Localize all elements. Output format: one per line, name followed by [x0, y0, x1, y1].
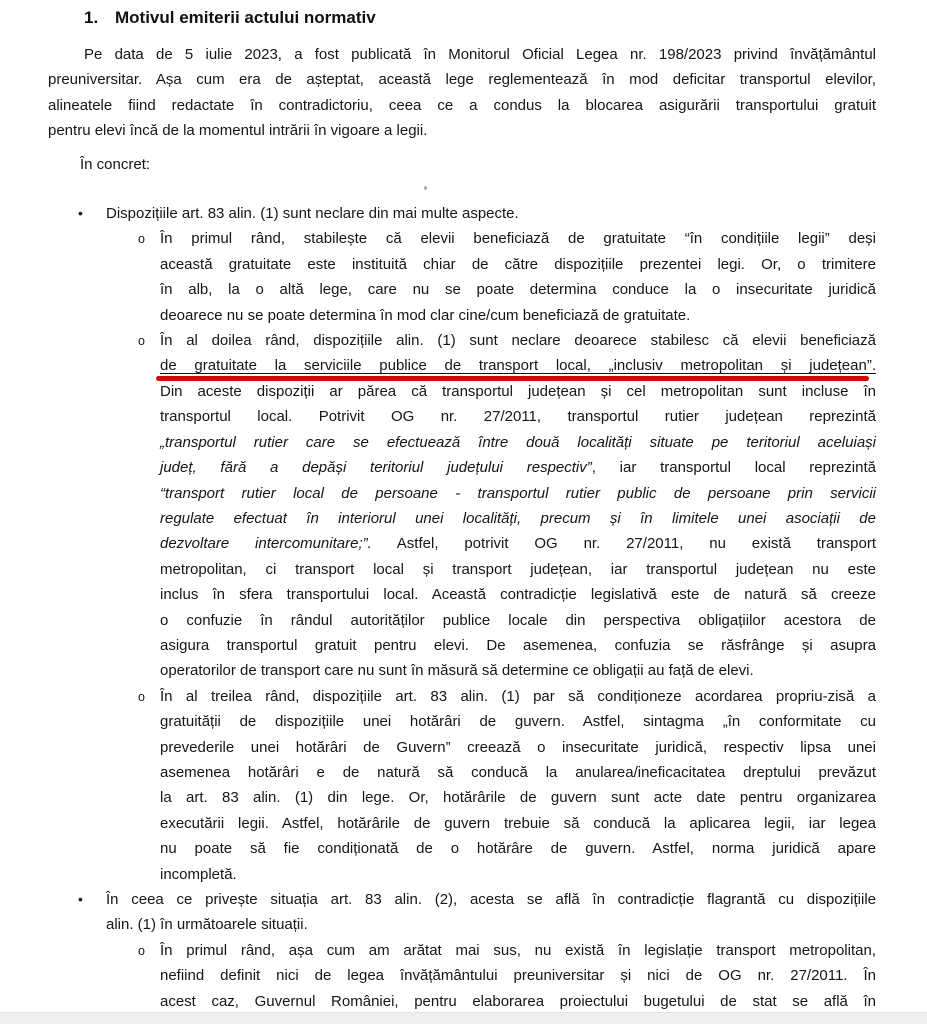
text-line — [48, 93, 876, 118]
bullet-item — [48, 201, 876, 226]
text-segment: În primul rând, așa cum am arătat mai sus, nu există în legislație transport metropolitan, — [160, 941, 876, 959]
text-line — [160, 709, 876, 734]
text-segment: Pe data de 5 iulie 2023, a fost publicată în Monitorul Oficial Legea nr. 198/2023 privind învățământul — [84, 46, 876, 63]
text-line — [160, 455, 876, 480]
text-line — [160, 684, 876, 709]
text-segment: incompletă. — [160, 865, 237, 883]
paragraph — [48, 152, 876, 177]
text-line — [160, 481, 876, 506]
text-segment: regulate efectuat în interiorul unei localități, precum și în limitele unei asociații de — [160, 509, 876, 527]
text-line — [106, 887, 876, 912]
text-line — [160, 557, 876, 582]
disc-bullet-icon: • — [78, 205, 83, 222]
document-content — [48, 42, 876, 1014]
text-segment: În ceea ce privește situația art. 83 alin. (2), acesta se află în contradicție flagrantă cu dispozițiile — [106, 891, 876, 908]
text-segment: o confuzie în rândul autorităților publice locale din perspectiva obligațiilor acestora de — [160, 611, 876, 629]
text-line — [160, 506, 876, 531]
text-line — [160, 531, 876, 556]
document-body — [48, 6, 876, 1014]
circle-bullet-icon: o — [138, 334, 145, 349]
text-line — [48, 67, 876, 92]
text-segment: pentru elevi încă de la momentul intrării în vigoare a legii. — [48, 122, 428, 140]
text-line — [160, 328, 876, 353]
text-line — [106, 201, 876, 226]
sub-bullet-item — [48, 938, 876, 1014]
disc-bullet-icon: • — [78, 891, 83, 907]
text-segment: nefiind definit nici de legea învățământului preuniversitar și nici de OG nr. 27/2011. În — [160, 967, 876, 985]
text-segment: metropolitan, ci transport local și transport județean, iar transportul județean nu este — [160, 560, 876, 578]
paragraph — [48, 42, 876, 144]
circle-bullet-icon: o — [138, 689, 145, 704]
heading-number: 1. — [84, 8, 99, 27]
sub-bullet-item — [48, 684, 876, 887]
text-line — [160, 735, 876, 760]
circle-bullet-icon: o — [138, 943, 145, 958]
text-line — [160, 811, 876, 836]
text-segment: acest caz, Guvernul României, pentru elaborarea proiectului bugetului de stat se află în — [160, 992, 876, 1010]
text-line — [160, 226, 876, 251]
text-line — [160, 379, 876, 404]
text-line — [160, 252, 876, 277]
heading-text: Motivul emiterii actului normativ — [115, 8, 376, 27]
text-segment: asemenea hotărâri e de natură să conducă la anularea/ineficacitatea dreptului prevăzut — [160, 763, 876, 781]
text-segment: În al treilea rând, dispozițiile art. 83 alin. (1) par să condiționeze acordarea propriu-zisă a — [160, 687, 876, 705]
circle-bullet-icon: o — [138, 232, 145, 247]
text-line — [48, 42, 876, 67]
text-segment: Astfel, potrivit OG nr. 27/2011, nu există transport — [371, 535, 876, 553]
text-line — [106, 912, 876, 937]
text-segment: inclus în sfera transportului local. Această contradicție legislativă este de natură să creeze — [160, 586, 876, 604]
text-segment: deoarece nu se poate determina în mod clar cine/cum beneficiază de gratuitate. — [160, 306, 691, 324]
text-line — [80, 152, 876, 177]
text-segment: la art. 83 alin. (1) din lege. Or, hotărârile de guvern sunt acte date pentru organizarea — [160, 789, 876, 807]
text-line — [160, 963, 876, 988]
section-heading — [48, 6, 876, 30]
text-segment: nu poate să fie condiționată de o hotărâre de guvern. Astfel, norma juridică apare — [160, 840, 876, 858]
text-line — [160, 633, 876, 658]
text-line — [160, 989, 876, 1014]
text-segment: “transport rutier local de persoane - transportul rutier public de persoane prin servicii — [160, 484, 876, 502]
text-line — [160, 582, 876, 607]
text-segment: , iar transportul local reprezintă — [591, 459, 876, 477]
text-segment: În al doilea rând, dispozițiile alin. (1) sunt neclare deoarece stabilesc că elevii beneficiază — [160, 332, 876, 350]
sub-bullet-item — [48, 226, 876, 328]
text-line — [160, 658, 876, 683]
scan-artifact-dot — [424, 186, 427, 190]
text-line — [160, 862, 876, 887]
text-line — [160, 430, 876, 455]
text-segment: alin. (1) în următoarele situații. — [106, 916, 308, 934]
text-segment: În primul rând, stabilește că elevii beneficiază de gratuitate “în condițiile legii” deși — [160, 230, 876, 248]
text-line — [160, 277, 876, 302]
text-line — [160, 785, 876, 810]
text-segment: dezvoltare intercomunitare;”. — [160, 535, 372, 553]
text-segment: „transportul rutier care se efectuează între două localități situate pe teritoriul aceluiași — [160, 433, 876, 451]
text-segment: în alb, la o altă lege, care nu se poate determina conduce la o insecuritate juridică — [160, 281, 876, 299]
text-line — [48, 118, 876, 143]
text-segment: preuniversitar. Așa cum era de așteptat, această lege reglementează în mod deficitar transportul elevilor, — [48, 71, 876, 89]
text-segment: județ, fără a depăși teritoriul județului respectiv” — [160, 459, 592, 477]
text-line — [160, 760, 876, 785]
text-segment: gratuității de dispozițiile unei hotărâri de guvern. Astfel, sintagma „în conformitate cu — [160, 713, 876, 731]
text-line — [160, 353, 876, 378]
text-line — [160, 404, 876, 429]
text-segment: Dispozițiile art. 83 alin. (1) sunt neclare din mai multe aspecte. — [106, 205, 519, 223]
text-segment: această gratuitate este instituită chiar de către dispozițiile prezentei legi. Or, o trimitere — [160, 255, 876, 273]
text-segment: asigura transportul gratuit pentru elevi. De asemenea, confuzia se răsfrânge și asupra — [160, 636, 876, 654]
text-segment: În concret: — [80, 155, 151, 173]
bullet-item — [48, 887, 876, 938]
text-line — [160, 303, 876, 328]
text-segment: alineatele fiind redactate în contradictoriu, ceea ce a condus la blocarea asigurării transportului gratuit — [48, 96, 876, 114]
underlined-text: de gratuitate la serviciile publice de transport local, „inclusiv metropolitan și județean”. — [160, 357, 876, 375]
text-segment: transportul local. Potrivit OG nr. 27/2011, transportul rutier județean reprezintă — [160, 408, 876, 426]
sub-bullet-item — [48, 328, 876, 684]
page-bottom-edge — [0, 1012, 927, 1024]
text-segment: prevederile unei hotărâri de Guvern” creează o insecuritate juridică, respectiv lipsa unei — [160, 738, 876, 756]
text-segment: executării legii. Astfel, hotărârile de guvern trebuie să conducă la aplicarea legii, iar legea — [160, 814, 876, 832]
text-line — [160, 938, 876, 963]
text-line — [160, 836, 876, 861]
text-segment: Din aceste dispoziții ar părea că transportul județean și cel metropolitan sunt incluse în — [160, 382, 876, 400]
text-segment: operatorilor de transport care nu sunt în măsură să determine ce obligații au față de elevi. — [160, 662, 754, 680]
text-line — [160, 608, 876, 633]
